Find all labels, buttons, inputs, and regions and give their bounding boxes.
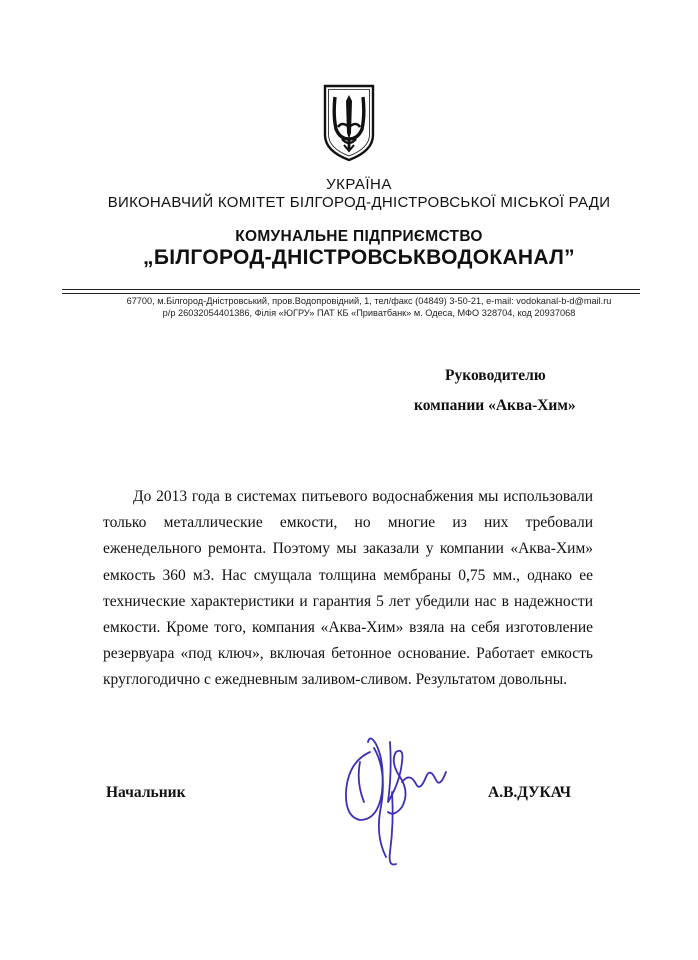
handwritten-signature	[330, 722, 450, 872]
signatory-name: А.В.ДУКАЧ	[488, 784, 571, 801]
header-divider-thin	[62, 293, 640, 294]
contact-address-line: 67700, м.Білгород-Дністровський, пров.Водопровідний, 1, тел/факс (04849) 3-50-21, e-mail: vodokanal-b-d@mail.ru	[126, 296, 612, 306]
company-type: КОМУНАЛЬНЕ ПІДПРИЄМСТВО	[235, 228, 483, 245]
contact-bank-line: р/р 26032054401386, Філія «ЮГРУ» ПАТ КБ «Приватбанк» м. Одеса, МФО 328704, код 20937068	[162, 308, 576, 318]
company-name: „БІЛГОРОД-ДНІСТРОВСЬКВОДОКАНАЛ”	[143, 246, 575, 269]
country-title: УКРАЇНА	[326, 176, 392, 193]
trident-coat-of-arms-icon	[322, 83, 376, 163]
committee-title: ВИКОНАВЧИЙ КОМІТЕТ БІЛГОРОД-ДНІСТРОВСЬКОЇ МІСЬКОЇ РАДИ	[107, 194, 611, 211]
addressee-position: Руководителю	[445, 367, 546, 384]
letter-body: До 2013 года в системах питьевого водоснабжения мы использовали только металлические емкости, но многие из них требовали еженедельного ремонта. Поэтому мы заказали у компании «Аква-Хим» емкость 360 м3. Нас смущала толщина мембраны 0,75 мм., однако ее технические характеристики и гарантия 5 лет убедили нас в надежности емкости. Кроме того, компания «Аква-Хим» взяла на себя изготовление резервуара «под ключ», включая бетонное основание. Работает емкость круглогодично с ежедневным заливом-сливом. Результатом довольны.	[103, 488, 593, 689]
header-divider	[62, 289, 640, 290]
addressee-company: компании «Аква-Хим»	[414, 397, 576, 414]
signatory-title: Начальник	[106, 784, 186, 801]
